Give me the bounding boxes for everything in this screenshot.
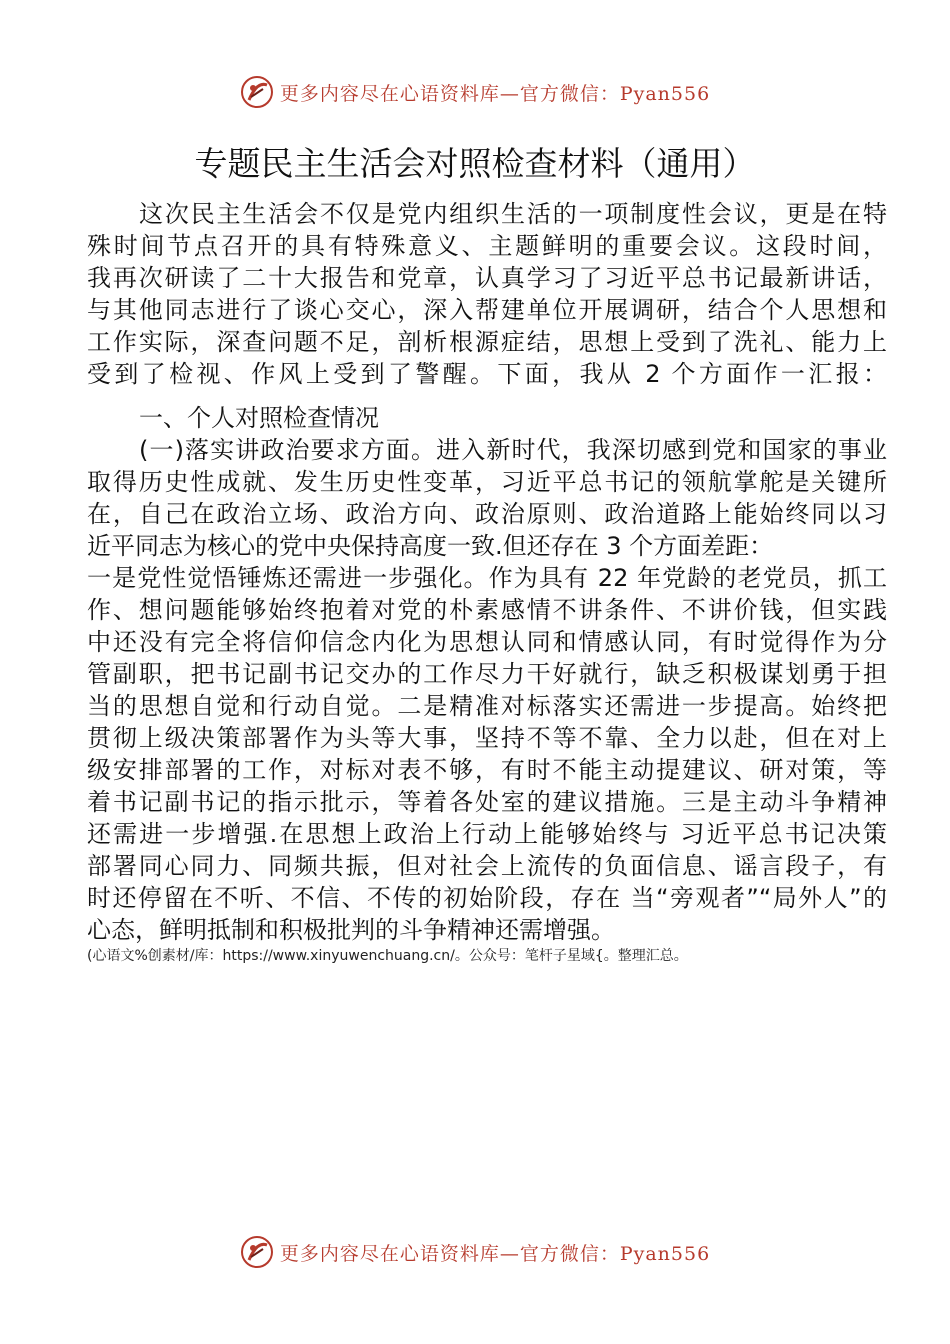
body-line: 这次民主生活会不仅是党内组织生活的一项制度性会议，更是在特 (139, 200, 887, 228)
body-line: 部署同心同力、同频共振，但对社会上流传的负面信息、谣言段子，有 (87, 852, 887, 880)
banner-text: 更多内容尽在心语资料库—官方微信：Pyan556 (279, 82, 711, 105)
body-line: 作、想问题能够始终抱着对党的朴素感情不讲条件、不讲价钱，但实践 (87, 596, 887, 624)
body-line: 殊时间节点召开的具有特殊意义、主题鲜明的重要会议。这段时间， (87, 232, 887, 260)
body-line: 工作实际，深查问题不足，剖析根源症结，思想上受到了洗礼、能力上 (87, 328, 887, 356)
footer-banner (0, 1232, 950, 1272)
body-line: 还需进一步增强.在思想上政治上行动上能够始终与 习近平总书记决策 (87, 820, 887, 848)
body-line: 近平同志为核心的党中央保持高度一致.但还存在 3 个方面差距： (87, 532, 774, 560)
body-line: 中还没有完全将信仰信念内化为思想认同和情感认同，有时觉得作为分 (87, 628, 887, 656)
body-line: 管副职，把书记副书记交办的工作尽力干好就行，缺乏积极谋划勇于担 (87, 660, 887, 688)
logo-icon (240, 75, 274, 109)
body-line: 贯彻上级决策部署作为头等大事，坚持不等不靠、全力以赴，但在对上 (87, 724, 887, 752)
body-line: 时还停留在不听、不信、不传的初始阶段，存在 当“旁观者”“局外人”的 (87, 884, 887, 912)
header-banner (0, 72, 950, 112)
page-title: 专题民主生活会对照检查材料（通用） (194, 144, 756, 183)
section-heading: 一、个人对照检查情况 (139, 404, 379, 432)
body-line: 一是党性觉悟锤炼还需进一步强化。作为具有 22 年党龄的老党员，抓工 (87, 564, 887, 592)
body-line: 着书记副书记的指示批示，等着各处室的建议措施。三是主动斗争精神 (87, 788, 887, 816)
source-footnote: (心语文%创素材/库：https://www.xinyuwenchuang.cn/。公众号：笔杆子星域{。整理汇总。 (87, 948, 688, 964)
body-line: 取得历史性成就、发生历史性变革，习近平总书记的领航掌舵是关键所 (87, 468, 887, 496)
body-line: 在，自己在政治立场、政治方向、政治原则、政治道路上能始终同以习 (87, 500, 887, 528)
body-line: 受到了检视、作风上受到了警醒。下面，我从 2 个方面作一汇报： (87, 360, 887, 388)
body-line: 当的思想自觉和行动自觉。二是精准对标落实还需进一步提高。始终把 (87, 692, 887, 720)
logo-icon (240, 1235, 274, 1269)
body-line: 心态，鲜明抵制和积极批判的斗争精神还需增强。 (87, 916, 615, 944)
banner-text: 更多内容尽在心语资料库—官方微信：Pyan556 (279, 1242, 711, 1265)
body-line: 级安排部署的工作，对标对表不够，有时不能主动提建议、研对策，等 (87, 756, 887, 784)
body-line: (一)落实讲政治要求方面。进入新时代，我深切感到党和国家的事业 (139, 436, 887, 464)
body-line: 与其他同志进行了谈心交心，深入帮建单位开展调研，结合个人思想和 (87, 296, 887, 324)
body-line: 我再次研读了二十大报告和党章，认真学习了习近平总书记最新讲话， (87, 264, 887, 292)
